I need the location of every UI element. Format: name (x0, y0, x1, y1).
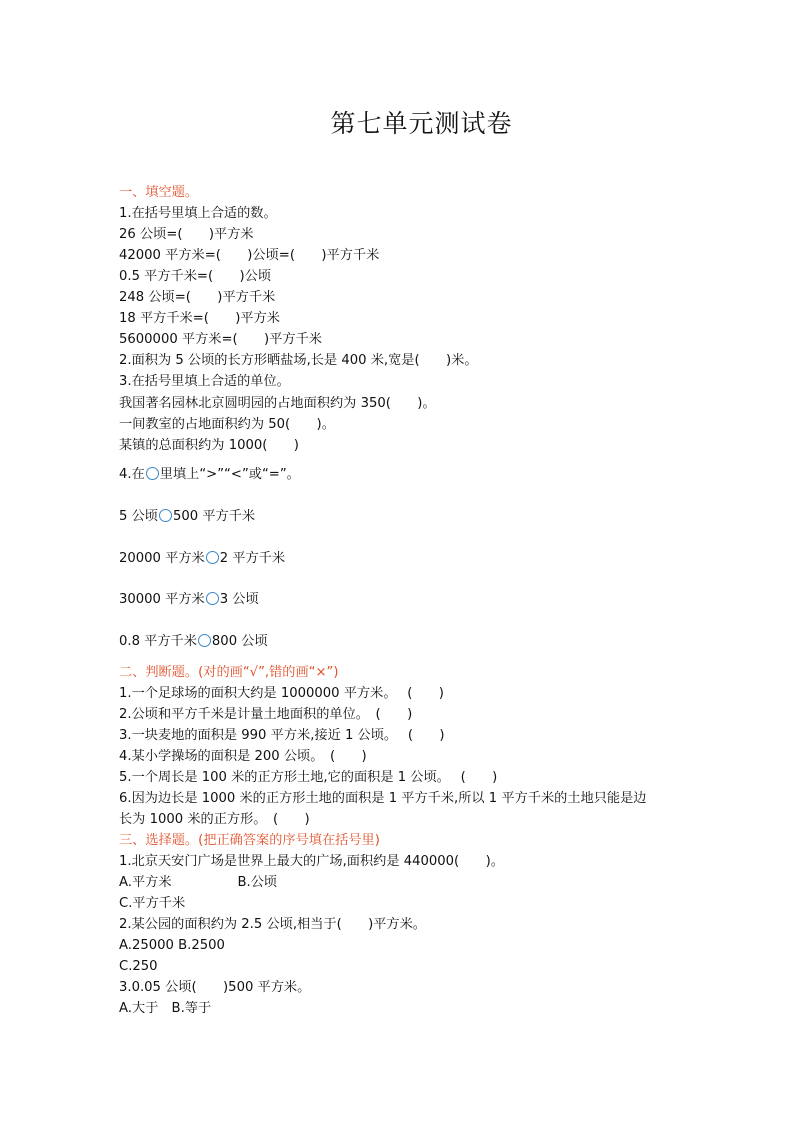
judge-item: 4.某小学操场的面积是 200 公顷。 ( ) (119, 749, 367, 764)
choice-item: C.平方千米 (119, 896, 186, 911)
choice-item: 2.某公园的面积约为 2.5 公顷,相当于( )平方米。 (119, 917, 426, 932)
compare-item (119, 550, 285, 568)
judge-item: 3.一块麦地的面积是 990 平方米,接近 1 公顷。 ( ) (119, 728, 445, 743)
question-item: 某镇的总面积约为 1000( ) (119, 438, 299, 453)
compare-item (119, 508, 255, 526)
circle-answer-blank[interactable] (206, 551, 219, 564)
question-text-part: 里填上“>”“<”或“=”。 (159, 467, 300, 482)
question-item: 一间教室的占地面积约为 50( )。 (119, 417, 335, 432)
question-text: 1.在括号里填上合适的数。 (119, 206, 277, 221)
judge-item: 长为 1000 米的正方形。 ( ) (119, 812, 310, 827)
section-heading-multiple-choice: 三、选择题。(把正确答案的序号填在括号里) (119, 833, 380, 848)
question-text-part: 4.在 (119, 467, 145, 482)
compare-left: 5 公顷 (119, 509, 158, 524)
compare-item (119, 591, 259, 609)
compare-item (119, 633, 268, 651)
compare-right: 2 平方千米 (219, 551, 286, 566)
section-heading-true-false: 二、判断题。(对的画“√”,错的画“×”) (119, 665, 339, 680)
judge-item: 2.公顷和平方千米是计量土地面积的单位。 ( ) (119, 707, 413, 722)
circle-icon (146, 467, 159, 480)
circle-answer-blank[interactable] (198, 634, 211, 647)
page-title: 第七单元测试卷 (330, 109, 513, 138)
judge-item: 5.一个周长是 100 米的正方形土地,它的面积是 1 公顷。 ( ) (119, 770, 498, 785)
choice-item: C.250 (119, 959, 158, 974)
choice-item: 1.北京天安门广场是世界上最大的广场,面积约是 440000( )。 (119, 854, 504, 869)
judge-item: 6.因为边长是 1000 米的正方形土地的面积是 1 平方千米,所以 1 平方千米的土地只能是边 (119, 791, 647, 806)
compare-left: 30000 平方米 (119, 592, 205, 607)
compare-left: 0.8 平方千米 (119, 634, 197, 649)
question-item: 42000 平方米=( )公顷=( )平方千米 (119, 248, 380, 263)
choice-item: A.大于 B.等于 (119, 1001, 212, 1016)
question-item: 26 公顷=( )平方米 (119, 227, 254, 242)
question-item: 248 公顷=( )平方千米 (119, 290, 276, 305)
judge-item: 1.一个足球场的面积大约是 1000000 平方米。 ( ) (119, 686, 444, 701)
question-text: 3.在括号里填上合适的单位。 (119, 374, 290, 389)
question-item: 0.5 平方千米=( )公顷 (119, 269, 272, 284)
question-item: 5600000 平方米=( )平方千米 (119, 332, 322, 347)
question-text (119, 466, 300, 484)
compare-right: 3 公顷 (219, 592, 259, 607)
circle-answer-blank[interactable] (159, 509, 172, 522)
circle-answer-blank[interactable] (206, 592, 219, 605)
compare-left: 20000 平方米 (119, 551, 205, 566)
question-text: 2.面积为 5 公顷的长方形晒盐场,长是 400 米,宽是( )米。 (119, 353, 478, 368)
section-heading-fill-in: 一、填空题。 (119, 185, 199, 200)
compare-right: 800 公顷 (211, 634, 268, 649)
question-item: 我国著名园林北京圆明园的占地面积约为 350( )。 (119, 396, 436, 411)
choice-item: 3.0.05 公顷( )500 平方米。 (119, 980, 311, 995)
question-item: 18 平方千米=( )平方米 (119, 311, 280, 326)
choice-item: A.平方米 B.公顷 (119, 875, 278, 890)
choice-item: A.25000 B.2500 (119, 938, 225, 953)
compare-right: 500 平方千米 (172, 509, 256, 524)
